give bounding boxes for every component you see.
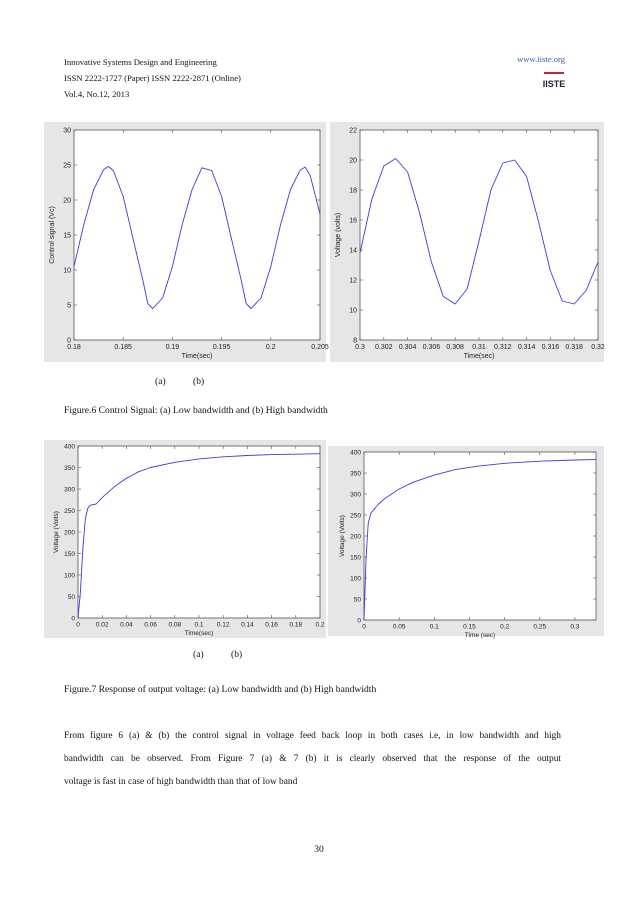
y-tick-label: 5 <box>67 302 71 310</box>
journal-issn: ISSN 2222-1727 (Paper) ISSN 2222-2871 (Online) <box>64 73 241 83</box>
x-axis-label: Time (sec) <box>464 632 496 639</box>
page-number: 30 <box>314 844 324 855</box>
y-tick-label: 200 <box>350 533 361 541</box>
y-tick-label: 10 <box>349 307 357 315</box>
y-tick-label: 300 <box>350 491 361 499</box>
y-tick-label: 350 <box>350 470 361 478</box>
y-tick-label: 22 <box>349 127 357 135</box>
y-tick-label: 50 <box>353 596 361 604</box>
journal-volume: Vol.4, No.12, 2013 <box>64 89 130 99</box>
svg-text:IISTE: IISTE <box>542 79 566 89</box>
y-tick-label: 10 <box>63 267 71 275</box>
iiste-logo <box>541 68 567 92</box>
x-axis-label: Time(sec) <box>463 353 495 360</box>
fig7-label-a: (a) <box>193 649 204 660</box>
x-tick-label: 0.318 <box>565 344 583 351</box>
body-paragraph <box>64 725 561 794</box>
figure-6b-chart <box>330 122 604 362</box>
plot-area <box>364 452 596 620</box>
y-axis-label: Voltage (Volts) <box>53 511 60 553</box>
plot-area <box>78 446 320 618</box>
fig6-label-a: (a) <box>155 376 166 387</box>
y-tick-label: 250 <box>64 508 75 515</box>
y-tick-label: 0 <box>357 617 361 625</box>
figure-7b-chart <box>328 446 604 639</box>
y-tick-label: 350 <box>64 465 75 472</box>
x-tick-label: 0.25 <box>533 623 547 631</box>
x-tick-label: 0.2 <box>265 344 276 351</box>
y-tick-label: 20 <box>349 157 357 165</box>
x-tick-label: 0.02 <box>95 621 109 629</box>
y-tick-label: 150 <box>64 551 75 558</box>
y-tick-label: 25 <box>63 162 71 170</box>
y-tick-label: 20 <box>63 197 71 205</box>
x-tick-label: 0.31 <box>472 344 486 351</box>
x-tick-label: 0.306 <box>422 344 441 351</box>
figure-6-caption: Figure.6 Control Signal: (a) Low bandwidth and (b) High bandwidth <box>64 405 328 416</box>
x-tick-label: 0.312 <box>494 344 512 351</box>
plot-area <box>360 130 598 340</box>
body-line-3: voltage is fast in case of high bandwidth than that of low band <box>64 777 298 787</box>
x-tick-label: 0.314 <box>517 344 536 351</box>
figure-7a-chart <box>44 440 326 638</box>
x-tick-label: 0.12 <box>216 621 230 629</box>
y-tick-label: 0 <box>67 337 71 345</box>
x-tick-label: 0.2 <box>500 623 510 631</box>
y-tick-label: 100 <box>64 572 75 580</box>
y-tick-label: 400 <box>64 443 75 451</box>
y-tick-label: 400 <box>350 449 361 457</box>
y-tick-label: 18 <box>349 187 357 195</box>
plot-area <box>74 130 320 340</box>
y-tick-label: 200 <box>64 529 75 537</box>
x-tick-label: 0.316 <box>541 344 560 351</box>
y-axis-label: Control signal (Vc) <box>49 206 56 264</box>
x-tick-label: 0.14 <box>241 621 254 629</box>
x-tick-label: 0.195 <box>212 344 231 351</box>
x-tick-label: 0.3 <box>570 623 580 631</box>
x-tick-label: 0.32 <box>591 344 605 351</box>
x-tick-label: 0.2 <box>315 621 325 629</box>
y-tick-label: 100 <box>350 575 361 583</box>
y-tick-label: 15 <box>63 232 71 240</box>
journal-header <box>64 54 241 102</box>
y-tick-label: 16 <box>349 217 357 225</box>
journal-name: Innovative Systems Design and Engineering <box>64 57 217 67</box>
x-tick-label: 0.18 <box>289 621 303 629</box>
x-tick-label: 0.16 <box>265 621 278 629</box>
x-tick-label: 0 <box>362 623 366 631</box>
figure-7-caption: Figure.7 Response of output voltage: (a) Low bandwidth and (b) High bandwidth <box>64 684 377 695</box>
x-tick-label: 0.18 <box>67 344 81 351</box>
y-tick-label: 8 <box>353 337 357 345</box>
fig6-label-b: (b) <box>193 376 205 387</box>
y-axis-label: Voltage (Volts) <box>339 515 346 557</box>
x-axis-label: Time(sec) <box>181 353 213 360</box>
x-tick-label: 0.1 <box>429 623 439 631</box>
fig7-label-b: (b) <box>231 649 243 660</box>
x-tick-label: 0.185 <box>114 344 132 351</box>
x-tick-label: 0.304 <box>398 344 417 351</box>
y-tick-label: 12 <box>349 277 357 285</box>
x-tick-label: 0.04 <box>120 621 133 629</box>
x-tick-label: 0.06 <box>144 621 157 629</box>
x-tick-label: 0.1 <box>194 621 204 629</box>
journal-url[interactable]: www.iiste.org <box>517 54 565 64</box>
body-line-2: bandwidth can be observed. From Figure 7 (a) & 7 (b) it is clearly observed that the response of the output <box>64 754 561 764</box>
x-tick-label: 0.08 <box>168 621 182 629</box>
figure-6a-chart <box>44 122 329 362</box>
y-tick-label: 150 <box>350 554 361 562</box>
y-axis-label: Voltage (volts) <box>335 212 342 258</box>
x-tick-label: 0.15 <box>463 623 476 631</box>
y-tick-label: 300 <box>64 486 75 494</box>
x-tick-label: 0 <box>76 621 80 629</box>
y-tick-label: 14 <box>349 247 357 255</box>
y-tick-label: 30 <box>63 127 71 135</box>
y-tick-label: 250 <box>350 512 361 520</box>
y-tick-label: 0 <box>71 615 75 623</box>
x-tick-label: 0.302 <box>375 344 393 351</box>
x-tick-label: 0.3 <box>355 344 365 351</box>
x-tick-label: 0.05 <box>392 623 406 631</box>
body-line-1: From figure 6 (a) & (b) the control signal in voltage feed back loop in both cases i.e, in low bandwidth and high <box>64 731 561 741</box>
x-axis-label: Time(sec) <box>184 630 214 637</box>
x-tick-label: 0.205 <box>311 344 329 351</box>
y-tick-label: 50 <box>67 594 75 601</box>
x-tick-label: 0.308 <box>446 344 464 351</box>
x-tick-label: 0.19 <box>165 344 180 351</box>
